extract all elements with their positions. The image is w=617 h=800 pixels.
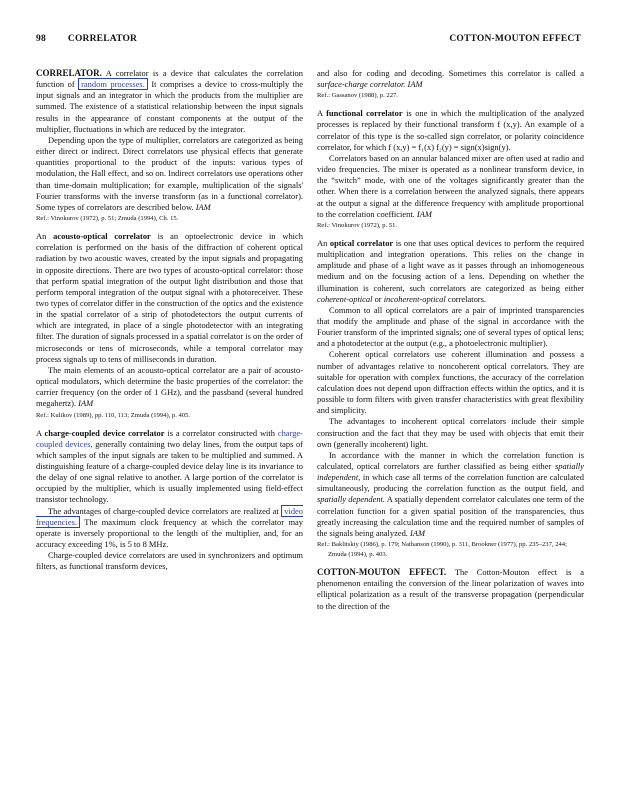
- italic-term: surface-charge correlator.: [317, 79, 406, 90]
- author-initials: IAM: [78, 398, 94, 409]
- text-span: is one that uses optical devices to perform the required multiplication and integration operations. This relies on the change in amplitude and phase of a light wave as it passes through an inhomogeneous medium and on the focusing action of a lens. Depending on whether the illumination is coherent, such correlators are categorized as being either: [317, 237, 584, 293]
- text-span: A: [317, 108, 327, 119]
- text-span: A spatially dependent correlator calculates one term of the correlation function for a given spatial position of the transparencies, thus greatly increasing the calculation time and the required number of samples of the signals being analyzed.: [317, 494, 584, 538]
- text-span: A correlator is a device that calculates the correlation function of: [36, 68, 303, 90]
- link-random-processes[interactable]: random processes.: [78, 78, 148, 90]
- link-video-frequencies[interactable]: video frequencies.: [36, 505, 303, 527]
- author-initials: IAM: [416, 208, 432, 219]
- header-left: [36, 34, 159, 44]
- term-functional-correlator: functional correlator: [326, 108, 403, 119]
- header-left-title: CORRELATOR: [67, 34, 138, 44]
- left-column: [36, 68, 303, 573]
- ccd-para-3: Charge-coupled device correlators are used in synchronizers and optimum filters, as functional transform devices,: [36, 550, 303, 572]
- text-span: The advantages of charge-coupled device correlators are realized at: [48, 505, 282, 516]
- term-optical-correlator: optical correlator: [329, 237, 394, 248]
- author-initials: IAM: [407, 79, 423, 90]
- right-column: [317, 68, 584, 612]
- text-span: is an optoelectronic device in which correlation is performed on the basis of the diffraction of coherent optical radiation by two acoustic waves, created by the input signals and propagating in opposite directions. There are two types of acousto-optical correlator: those that perform spatial integration of the output light distribution and those that perform temporal integration of the output signal with a photoreceiver. These two types of correlator differ in the construction of the optics and the existence in the spatial correlator of a strip of photodetectors the output currents of which are integrated, in place of a single photodetector with an integrating filter. The duration of signals processed in a spatial correlator is on the order of microseconds or tens of microseconds, while a temporal correlator may process signals up to tens of milliseconds in duration.: [36, 231, 303, 364]
- acousto-para-2: [36, 365, 303, 410]
- ccd-continuation: [317, 68, 584, 90]
- link-charge-coupled-devices[interactable]: charge-coupled devices,: [36, 427, 303, 449]
- term-acousto-optical: acousto-optical correlator: [53, 231, 151, 242]
- text-span: Correlators based on an annular balanced mixer are often used at radio and video frequencies. The mixer is operated as a nonlinear transform device, in the “switch” mode, with one of the voltages significantly greater than the other. When there is a correlation between the analyzed signals, there appears at the output a signal at the difference frequency with amplitude proportional to the correlation coefficient.: [317, 152, 584, 219]
- page-number: 98: [36, 34, 46, 44]
- text-span: It comprises a device to cross-multiply the input signals and an integrator in which the products from the multiplier are summed. The existence of a statistical relationship between the input signals results in the appearance of constant components at the output of the multiplier, fluctuations in which are reduced by the integrator.: [36, 79, 304, 134]
- text-span: The maximum clock frequency at which the correlator may operate is inversely proportional to the length of the multiplier, and, for an accuracy exceeding 1%, is 5 to 8 MHz.: [36, 516, 303, 550]
- author-initials: IAM: [195, 201, 211, 212]
- headword-cotton-mouton: COTTON-MOUTON EFFECT.: [317, 567, 447, 578]
- text-span: Depending upon the type of multiplier, correlators are categorized as being either direct or indirect. Direct correlators use physical effects that generate quantities proportional to the product of the inputs: various types of modulation, the Hall effect, and so on. Indirect correlators use operations other than time-domain multiplication; for example, multiplication of the signals' Fourier transforms with the inverse transform (as in a functional correlator). Some types of correlators are described below.: [36, 134, 303, 212]
- italic-term: coherent-optical: [317, 293, 373, 304]
- cotton-mouton-para-1: [317, 567, 584, 612]
- text-span: A: [36, 427, 45, 438]
- reference-ccd: Ref.: Gassanov (1988), p. 227.: [317, 92, 398, 100]
- optical-para-2: Common to all optical correlators are a pair of imprinted transparencies that modify the amplitude and phase of the signal in accordance with the Fourier transform of the imprinted signals; one of several types of optical lens; and a photodetector at the output (e.g., a photoelectronic multiplier).: [317, 304, 584, 349]
- text-span: is a correlator constructed with: [164, 427, 278, 438]
- correlator-para-1: [36, 68, 303, 135]
- optical-para-5: [317, 450, 584, 539]
- term-ccd-correlator: charge-coupled device correlator: [44, 427, 165, 438]
- text-span: The Cotton-Mouton effect is a phenomenon entailing the conversion of the linear polarization of waves into elliptical polarization as a result of the transverse propagation (perpendicular to the direction of the: [317, 567, 584, 611]
- functional-para-2: [317, 153, 584, 220]
- ccd-para-2: [36, 506, 303, 551]
- optical-para-4: The advantages to incoherent optical correlators include their simple construction and the fact that they may be used with objects that emit their own (generally incoherent) light.: [317, 416, 584, 449]
- headword-correlator: CORRELATOR.: [36, 68, 102, 78]
- reference-acousto: Ref.: Kulikov (1989), pp. 110, 113; Zmuda (1994), p. 405.: [36, 411, 191, 419]
- ccd-para-1: [36, 428, 303, 506]
- optical-para-3: Coherent optical correlators use coherent illumination and possess a number of advantages relative to noncoherent optical correlators. They are suitable for operation with complex functions, the accuracy of the correlation calculation does not depend upon diffraction effects within the optics, and it is possible to form filters with given transfer characteristics with great flexibility and simplicity.: [317, 349, 584, 416]
- text-span: An: [317, 237, 330, 248]
- reference-optical: Ref.: Baklitskiy (1986), p. 179; Nathanson (1990), p. 311, Brookner (1977), pp. 235–237, 244; Zmuda (1994), p. 403.: [317, 541, 567, 559]
- italic-term: spatially independent,: [317, 461, 584, 483]
- italic-term: spatially dependent.: [317, 494, 386, 505]
- header-right-title: COTTON-MOUTON EFFECT: [449, 34, 581, 44]
- optical-para-1: [317, 238, 584, 305]
- reference-functional: Ref.: Vinokurov (1972), p. 51.: [317, 221, 398, 229]
- italic-term: incoherent-optical: [383, 293, 446, 304]
- text-span: correlators.: [445, 293, 487, 304]
- text-span: generally containing two delay lines, from the output taps of which samples of the input signals are taken to be multiplied and summed. A distinguishing feature of a charge-coupled device delay line is its invariance to the delay of one signal relative to another. A large portion of the correlator is occupied by the multiplier, which is usually implemented using field-effect transistor technology.: [36, 438, 303, 505]
- acousto-para-1: [36, 231, 303, 365]
- text-span: or: [372, 293, 384, 304]
- running-header: [36, 34, 581, 44]
- reference-correlator: Ref.: Vinokurov (1972), p. 51; Zmuda (1994), Ch. 15.: [36, 215, 179, 223]
- text-span: An: [36, 231, 54, 242]
- functional-para-1: [317, 108, 584, 153]
- text-span: In accordance with the manner in which the correlation function is calculated, optical correlators are further classified as being either: [317, 449, 584, 471]
- author-initials: IAM: [410, 527, 426, 538]
- text-span: in which case all terms of the correlation function are calculated simultaneously, producing the correlation function as the output field, and: [317, 472, 584, 494]
- text-span: is one in which the multiplication of the analyzed processes is replaced by their functional transform f (x,y). An example of a correlator of this type is the so-called sign correlator, or polarity coincidence correlator, for which f (x,y) = f₁(x) f₂(y) = sign(x)sign(y).: [317, 108, 584, 152]
- text-span: and also for coding and decoding. Sometimes this correlator is called a: [317, 68, 584, 78]
- correlator-para-2: [36, 135, 303, 213]
- text-span: The main elements of an acousto-optical correlator are a pair of acousto-optical modulators, which determine the basic properties of the correlator: the carrier frequency (on the order of 1 GHz), and the passband (several hundred megahertz).: [36, 364, 303, 409]
